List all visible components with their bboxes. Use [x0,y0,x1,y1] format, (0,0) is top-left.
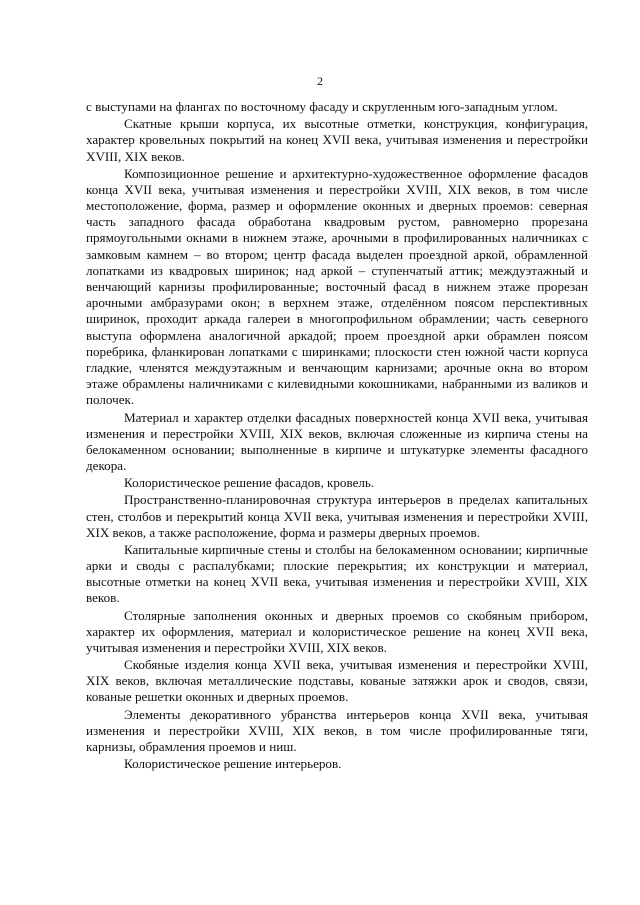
paragraph-hardware: Скобяные изделия конца XVII века, учитывая изменения и перестройки XVIII, XIX веков, включая металлические подставы, кованые затяжки арок и сводов, связи, кованые решетки оконных и дверных проемов. [86,657,588,705]
paragraph-roofs: Скатные крыши корпуса, их высотные отметки, конструкция, конфигурация, характер кровельных покрытий на конец XVII века, учитывая изменения и перестройки XVIII, XIX веков. [86,116,588,164]
paragraph-facade-colors: Колористическое решение фасадов, кровель. [124,475,375,491]
paragraph-interior-colors: Колористическое решение интерьеров. [124,756,342,772]
paragraph-facade-materials: Материал и характер отделки фасадных поверхностей конца XVII века, учитывая изменения и перестройки XVIII, XIX веков, включая сложенные из кирпича стены на белокаменном основании; выполненные в кирпиче и штукатурке элементы фасадного декора. [86,409,588,474]
paragraph-capital-walls: Капитальные кирпичные стены и столбы на белокаменном основании; кирпичные арки и своды с распалубками; плоские перекрытия; их конструкции и материал, высотные отметки на конец XVII века, учитывая изменения и перестройки XVIII, XIX веков. [86,541,588,606]
paragraph-joinery: Столярные заполнения оконных и дверных проемов со скобяным прибором, характер их оформления, материал и колористическое решение на конец XVII века, учитывая изменения и перестройки XVIII, XIX веков. [86,607,588,655]
document-body [86,99,588,772]
paragraph-facade-composition: Композиционное решение и архитектурно-художественное оформление фасадов конца XVII века, учитывая изменения и перестройки XVIII, XIX веков, в том числе местоположение, форма, размер и оформление оконных и дверных проемов: северная часть западного фасада обработана квадровым рустом, равномерно прорезана прямоугольными окнами в нижнем этаже, арочными в профилированных наличниках с замковым камнем – во втором; центр фасада выделен проездной аркой, обрамленной лопатками из квадровых ширинок; над аркой – ступенчатый аттик; междуэтажный и венчающий карнизы профилированные; восточный фасад в нижнем этаже прорезан арочными амбразурами окон; в верхнем этаже, отделённом поясом перспективных ширинок, проходит аркада галереи в многопрофильном обрамлении; часть северного выступа оформлена аналогичной аркадой; проем проездной арки обрамлен поясом поребрика, фланкирован лопатками с ширинками; плоскости стен южной части корпуса гладкие, членятся междуэтажным и венчающим карнизами; арочные окна во втором этаже обрамлены наличниками с килевидными кокошниками, набранными из валиков и полочек. [86,165,588,408]
page-number: 2 [317,74,323,88]
paragraph-interior-structure: Пространственно-планировочная структура интерьеров в пределах капитальных стен, столбов и перекрытий конца XVII века, учитывая изменения и перестройки XVIII, XIX веков, а также расположение, форма и размеры дверных проемов. [86,492,588,540]
paragraph-decoration: Элементы декоративного убранства интерьеров конца XVII века, учитывая изменения и перестройки XVIII, XIX веков, в том числе профилированные тяги, карнизы, обрамления проемов и ниш. [86,706,588,754]
paragraph-continuation: с выступами на флангах по восточному фасаду и скругленным юго-западным углом. [86,99,558,114]
